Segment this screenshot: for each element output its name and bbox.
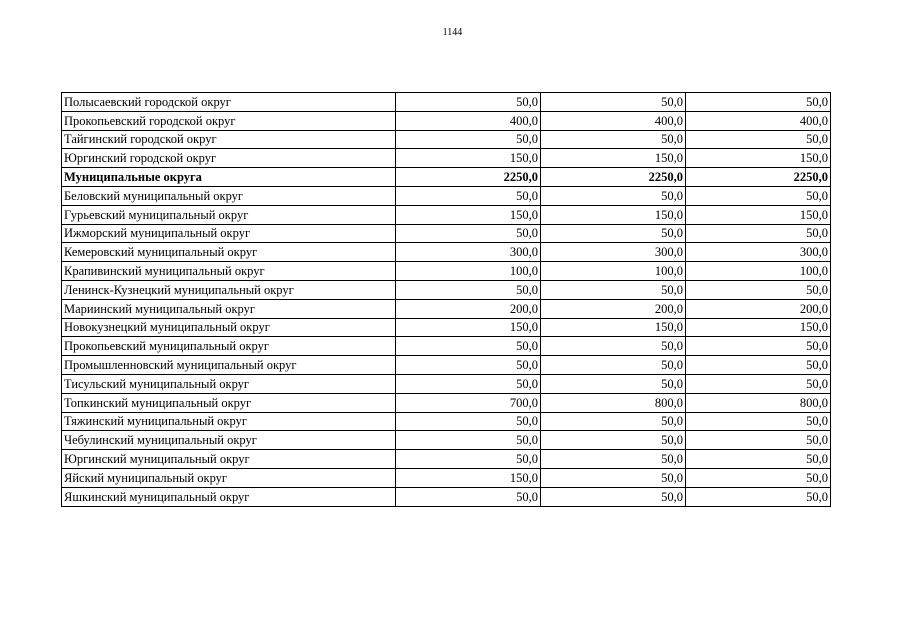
group-name-cell: Муниципальные округа	[62, 168, 396, 187]
value-cell-1: 150,0	[396, 205, 541, 224]
value-cell-2: 150,0	[541, 205, 686, 224]
value-cell-1: 150,0	[396, 149, 541, 168]
value-cell-1: 50,0	[396, 224, 541, 243]
value-cell-1: 50,0	[396, 280, 541, 299]
value-cell-3: 300,0	[686, 243, 831, 262]
table-row	[62, 412, 831, 431]
value-cell-3: 50,0	[686, 130, 831, 149]
value-cell-3: 50,0	[686, 93, 831, 112]
district-name-cell: Прокопьевский городской округ	[62, 111, 396, 130]
value-cell-1: 50,0	[396, 374, 541, 393]
value-cell-3: 150,0	[686, 149, 831, 168]
district-name-cell: Яшкинский муниципальный округ	[62, 487, 396, 506]
value-cell-3: 50,0	[686, 224, 831, 243]
district-name-cell: Тисульский муниципальный округ	[62, 374, 396, 393]
value-cell-1: 100,0	[396, 262, 541, 281]
district-name-cell: Новокузнецкий муниципальный округ	[62, 318, 396, 337]
value-cell-2: 50,0	[541, 280, 686, 299]
table-row	[62, 393, 831, 412]
district-name-cell: Тяжинский муниципальный округ	[62, 412, 396, 431]
value-cell-3: 50,0	[686, 487, 831, 506]
district-name-cell: Ленинск-Кузнецкий муниципальный округ	[62, 280, 396, 299]
value-cell-1: 50,0	[396, 412, 541, 431]
district-name-cell: Полысаевский городской округ	[62, 93, 396, 112]
district-name-cell: Яйский муниципальный округ	[62, 468, 396, 487]
value-cell-2: 2250,0	[541, 168, 686, 187]
value-cell-1: 150,0	[396, 318, 541, 337]
district-name-cell: Беловский муниципальный округ	[62, 186, 396, 205]
table-row	[62, 299, 831, 318]
district-name-cell: Чебулинский муниципальный округ	[62, 431, 396, 450]
district-name-cell: Тайгинский городской округ	[62, 130, 396, 149]
value-cell-2: 50,0	[541, 130, 686, 149]
value-cell-2: 50,0	[541, 412, 686, 431]
value-cell-3: 50,0	[686, 431, 831, 450]
value-cell-2: 50,0	[541, 450, 686, 469]
value-cell-1: 400,0	[396, 111, 541, 130]
district-name-cell: Кемеровский муниципальный округ	[62, 243, 396, 262]
value-cell-2: 150,0	[541, 318, 686, 337]
value-cell-3: 50,0	[686, 280, 831, 299]
value-cell-3: 50,0	[686, 337, 831, 356]
district-name-cell: Ижморский муниципальный округ	[62, 224, 396, 243]
table-row	[62, 337, 831, 356]
table-row	[62, 93, 831, 112]
value-cell-2: 300,0	[541, 243, 686, 262]
value-cell-1: 50,0	[396, 93, 541, 112]
value-cell-2: 50,0	[541, 374, 686, 393]
table-row	[62, 111, 831, 130]
value-cell-1: 50,0	[396, 186, 541, 205]
value-cell-3: 150,0	[686, 205, 831, 224]
district-name-cell: Топкинский муниципальный округ	[62, 393, 396, 412]
value-cell-1: 150,0	[396, 468, 541, 487]
value-cell-3: 50,0	[686, 356, 831, 375]
table-row	[62, 149, 831, 168]
district-name-cell: Гурьевский муниципальный округ	[62, 205, 396, 224]
table-row	[62, 205, 831, 224]
value-cell-3: 50,0	[686, 374, 831, 393]
value-cell-3: 150,0	[686, 318, 831, 337]
value-cell-3: 2250,0	[686, 168, 831, 187]
value-cell-2: 50,0	[541, 224, 686, 243]
table-row	[62, 356, 831, 375]
value-cell-2: 50,0	[541, 337, 686, 356]
value-cell-1: 2250,0	[396, 168, 541, 187]
page-number: 1144	[442, 27, 463, 38]
value-cell-3: 200,0	[686, 299, 831, 318]
value-cell-2: 100,0	[541, 262, 686, 281]
budget-table-body	[62, 93, 831, 507]
value-cell-2: 200,0	[541, 299, 686, 318]
table-row	[62, 431, 831, 450]
table-row	[62, 280, 831, 299]
value-cell-1: 300,0	[396, 243, 541, 262]
value-cell-1: 50,0	[396, 130, 541, 149]
table-row	[62, 186, 831, 205]
value-cell-1: 50,0	[396, 431, 541, 450]
budget-table	[61, 92, 831, 507]
value-cell-1: 50,0	[396, 356, 541, 375]
value-cell-1: 200,0	[396, 299, 541, 318]
table-row	[62, 374, 831, 393]
district-name-cell: Мариинский муниципальный округ	[62, 299, 396, 318]
district-name-cell: Юргинский городской округ	[62, 149, 396, 168]
value-cell-3: 800,0	[686, 393, 831, 412]
value-cell-3: 100,0	[686, 262, 831, 281]
table-row	[62, 487, 831, 506]
value-cell-3: 50,0	[686, 186, 831, 205]
district-name-cell: Прокопьевский муниципальный округ	[62, 337, 396, 356]
district-name-cell: Крапивинский муниципальный округ	[62, 262, 396, 281]
value-cell-3: 400,0	[686, 111, 831, 130]
value-cell-2: 50,0	[541, 468, 686, 487]
table-row	[62, 243, 831, 262]
value-cell-2: 50,0	[541, 431, 686, 450]
district-name-cell: Промышленновский муниципальный округ	[62, 356, 396, 375]
district-name-cell: Юргинский муниципальный округ	[62, 450, 396, 469]
value-cell-2: 50,0	[541, 93, 686, 112]
value-cell-1: 50,0	[396, 487, 541, 506]
value-cell-1: 50,0	[396, 337, 541, 356]
value-cell-3: 50,0	[686, 468, 831, 487]
value-cell-2: 50,0	[541, 487, 686, 506]
table-row-subtotal	[62, 168, 831, 187]
value-cell-3: 50,0	[686, 450, 831, 469]
value-cell-3: 50,0	[686, 412, 831, 431]
table-row	[62, 450, 831, 469]
value-cell-2: 150,0	[541, 149, 686, 168]
value-cell-2: 50,0	[541, 186, 686, 205]
table-row	[62, 262, 831, 281]
value-cell-1: 50,0	[396, 450, 541, 469]
value-cell-1: 700,0	[396, 393, 541, 412]
table-row	[62, 318, 831, 337]
value-cell-2: 800,0	[541, 393, 686, 412]
table-row	[62, 468, 831, 487]
value-cell-2: 400,0	[541, 111, 686, 130]
table-row	[62, 224, 831, 243]
value-cell-2: 50,0	[541, 356, 686, 375]
table-row	[62, 130, 831, 149]
